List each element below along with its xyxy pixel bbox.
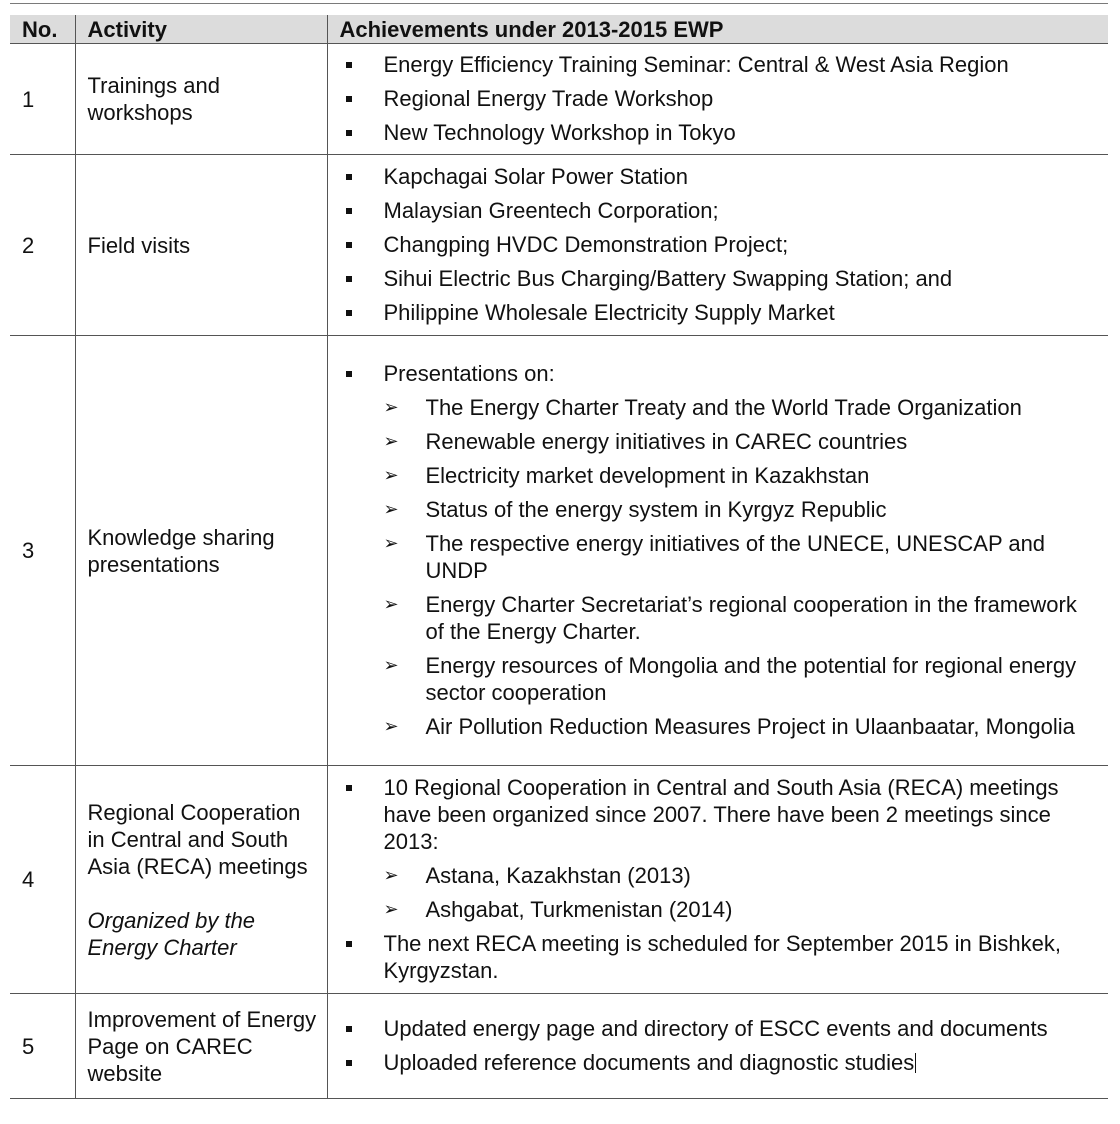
activity-text: Field visits (87, 232, 191, 258)
bullet-text: Presentations on: (383, 361, 555, 386)
row-number: 3 (10, 336, 75, 766)
row-achievements (327, 994, 1108, 1099)
sub-item: ➢ Status of the energy system in Kyrgyz Republic (384, 496, 1099, 523)
list-item: Philippine Wholesale Electricity Supply Market (328, 299, 1099, 326)
row-activity (75, 44, 327, 155)
achievements-table (10, 15, 1108, 1099)
list-item: Malaysian Greentech Corporation; (328, 197, 1099, 224)
table-row (10, 155, 1108, 336)
sub-item: ➢ Ashgabat, Turkmenistan (2014) (384, 896, 1099, 923)
sub-item: ➢ Energy resources of Mongolia and the potential for regional energy sector cooperation (384, 652, 1099, 706)
list-item (328, 774, 1099, 923)
row-activity (75, 155, 327, 336)
row-number: 5 (10, 994, 75, 1099)
bullet-list (328, 360, 1099, 740)
list-item: Energy Efficiency Training Seminar: Central & West Asia Region (328, 51, 1099, 78)
row-number: 2 (10, 155, 75, 336)
bullet-text: Uploaded reference documents and diagnostic studies (383, 1050, 915, 1075)
bullet-list (328, 51, 1099, 146)
text-cursor (915, 1053, 916, 1073)
table-row (10, 44, 1108, 155)
header-row (10, 15, 1108, 44)
bullet-list (328, 1015, 1099, 1076)
row-activity (75, 766, 327, 994)
activity-note: Organized by the Energy Charter (87, 907, 256, 960)
activity-text: Improvement of Energy Page on CAREC website (87, 1006, 317, 1086)
row-activity (75, 336, 327, 766)
list-item: New Technology Workshop in Tokyo (328, 119, 1099, 146)
table-row (10, 766, 1108, 994)
activity-text: Regional Cooperation in Central and South Asia (RECA) meetings (87, 799, 308, 879)
row-number: 1 (10, 44, 75, 155)
list-item: Sihui Electric Bus Charging/Battery Swapping Station; and (328, 265, 1099, 292)
row-activity (75, 994, 327, 1099)
sub-item: ➢ Energy Charter Secretariat’s regional cooperation in the framework of the Energy Charter. (384, 591, 1099, 645)
row-achievements (327, 766, 1108, 994)
activity-text: Trainings and workshops (87, 73, 220, 125)
sub-item: ➢ The respective energy initiatives of the UNECE, UNESCAP and UNDP (384, 530, 1099, 584)
header-achievements: Achievements under 2013-2015 EWP (327, 15, 1108, 44)
header-activity: Activity (75, 15, 327, 44)
header-no: No. (22, 16, 58, 42)
list-item (328, 360, 1099, 740)
sub-list (384, 862, 1099, 923)
list-item: The next RECA meeting is scheduled for September 2015 in Bishkek, Kyrgyzstan. (328, 930, 1099, 984)
list-item: Updated energy page and directory of ESCC events and documents (328, 1015, 1099, 1042)
sub-item: ➢ Astana, Kazakhstan (2013) (384, 862, 1099, 889)
row-number: 4 (10, 766, 75, 994)
sub-list (384, 394, 1099, 740)
sub-item: ➢ Air Pollution Reduction Measures Project in Ulaanbaatar, Mongolia (384, 713, 1099, 740)
sub-item: ➢ Electricity market development in Kazakhstan (384, 462, 1099, 489)
row-achievements (327, 44, 1108, 155)
table-row (10, 336, 1108, 766)
sub-item: ➢ The Energy Charter Treaty and the World Trade Organization (384, 394, 1099, 421)
row-achievements (327, 155, 1108, 336)
list-item (328, 1049, 1099, 1076)
bullet-text: 10 Regional Cooperation in Central and South Asia (RECA) meetings have been organized since 2007. There have been 2 meetings since 2013: (383, 775, 1059, 854)
bullet-list (328, 774, 1099, 984)
row-achievements (327, 336, 1108, 766)
bullet-list (328, 163, 1099, 326)
sub-item: ➢ Renewable energy initiatives in CAREC countries (384, 428, 1099, 455)
list-item: Changping HVDC Demonstration Project; (328, 231, 1099, 258)
top-rule (10, 3, 1108, 4)
activity-text: Knowledge sharing presentations (87, 524, 275, 577)
table-row (10, 994, 1108, 1099)
list-item: Kapchagai Solar Power Station (328, 163, 1099, 190)
list-item: Regional Energy Trade Workshop (328, 85, 1099, 112)
